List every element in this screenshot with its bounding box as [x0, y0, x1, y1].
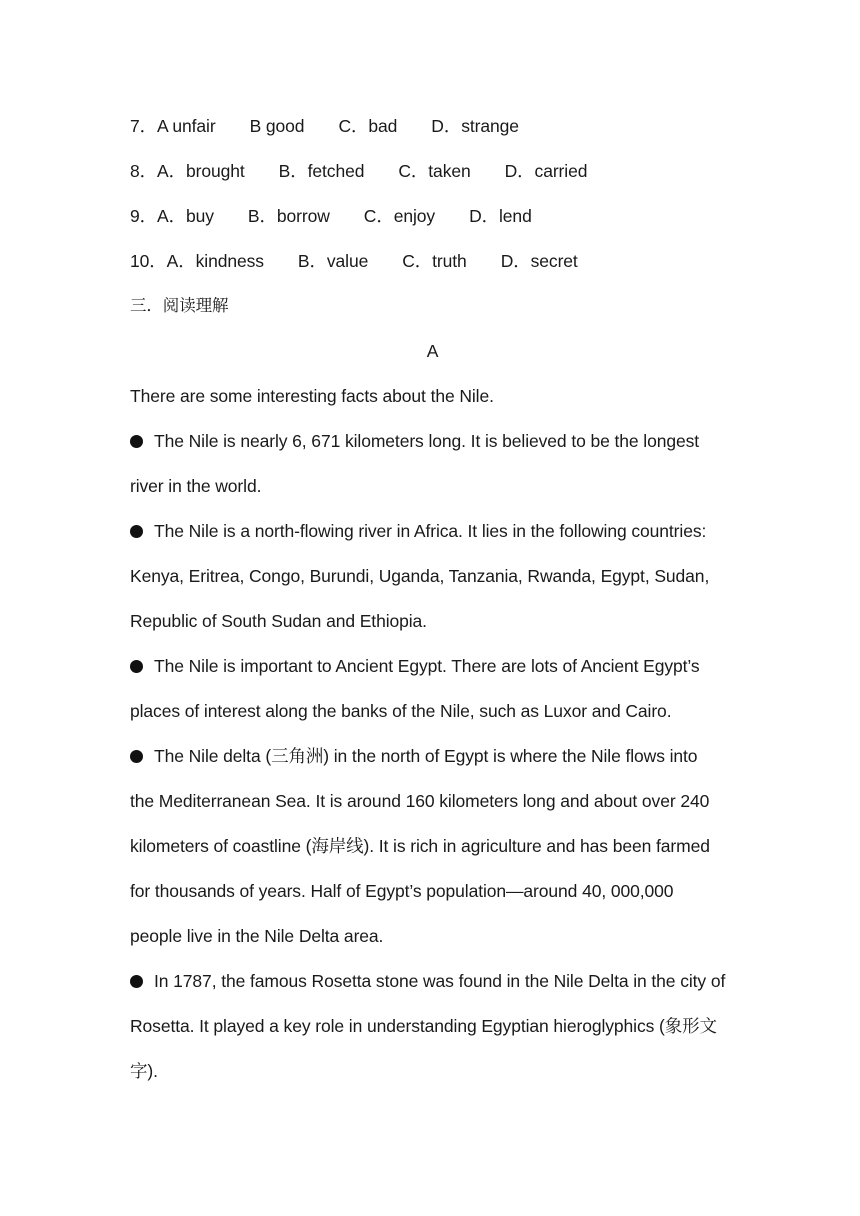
bullet-icon	[130, 750, 143, 763]
fact-line: places of interest along the banks of the Nile, such as Luxor and Cairo.	[130, 701, 672, 721]
option-9-c[interactable]: C．enjoy	[363, 206, 436, 226]
fact-line: The Nile is nearly 6, 671 kilometers long. It is believed to be the longest	[154, 431, 700, 451]
option-7-b[interactable]: B good	[249, 116, 305, 136]
option-7-c[interactable]: C．bad	[338, 116, 398, 136]
fact-item-5	[130, 959, 735, 1094]
bullet-icon	[130, 525, 143, 538]
option-7-a[interactable]: 7．A unfair	[130, 116, 216, 136]
question-10	[130, 239, 735, 284]
option-8-c[interactable]: C．taken	[398, 161, 471, 181]
fact-item-4	[130, 734, 735, 959]
option-10-d[interactable]: D．secret	[500, 251, 578, 271]
passage-intro: There are some interesting facts about the Nile.	[130, 386, 494, 406]
fact-line: In 1787, the famous Rosetta stone was found in the Nile Delta in the city of	[154, 971, 726, 991]
fact-line: people live in the Nile Delta area.	[130, 926, 384, 946]
fact-item-2	[130, 509, 735, 644]
question-8	[130, 149, 735, 194]
option-10-b[interactable]: B．value	[297, 251, 369, 271]
fact-line: Kenya, Eritrea, Congo, Burundi, Uganda, Tanzania, Rwanda, Egypt, Sudan,	[130, 566, 710, 586]
option-10-a[interactable]: 10．A．kindness	[130, 251, 264, 271]
option-8-d[interactable]: D．carried	[504, 161, 588, 181]
fact-line: for thousands of years. Half of Egypt’s population—around 40, 000,000	[130, 881, 674, 901]
bullet-icon	[130, 975, 143, 988]
option-9-d[interactable]: D．lend	[469, 206, 532, 226]
fact-item-1	[130, 419, 735, 509]
fact-line: The Nile is important to Ancient Egypt. There are lots of Ancient Egypt’s	[154, 656, 700, 676]
fact-line: Rosetta. It played a key role in understanding Egyptian hieroglyphics (象形文	[130, 1016, 717, 1036]
option-7-d[interactable]: D．strange	[431, 116, 519, 136]
document-page	[130, 104, 735, 1094]
fact-line: kilometers of coastline (海岸线). It is rich in agriculture and has been farmed	[130, 836, 710, 856]
option-9-a[interactable]: 9．A．buy	[130, 206, 214, 226]
fact-line: 字).	[130, 1061, 158, 1081]
option-10-c[interactable]: C．truth	[402, 251, 467, 271]
fact-line: the Mediterranean Sea. It is around 160 kilometers long and about over 240	[130, 791, 710, 811]
bullet-icon	[130, 660, 143, 673]
passage-label: A	[426, 341, 439, 361]
bullet-icon	[130, 435, 143, 448]
question-9	[130, 194, 735, 239]
fact-line: Republic of South Sudan and Ethiopia.	[130, 611, 427, 631]
option-9-b[interactable]: B．borrow	[247, 206, 330, 226]
option-8-b[interactable]: B．fetched	[278, 161, 365, 181]
section-heading: 三．阅读理解	[130, 297, 229, 315]
fact-line: river in the world.	[130, 476, 262, 496]
fact-item-3	[130, 644, 735, 734]
fact-line: The Nile is a north-flowing river in Africa. It lies in the following countries:	[154, 521, 707, 541]
question-7	[130, 104, 735, 149]
option-8-a[interactable]: 8．A．brought	[130, 161, 245, 181]
fact-line: The Nile delta (三角洲) in the north of Egypt is where the Nile flows into	[154, 746, 698, 766]
